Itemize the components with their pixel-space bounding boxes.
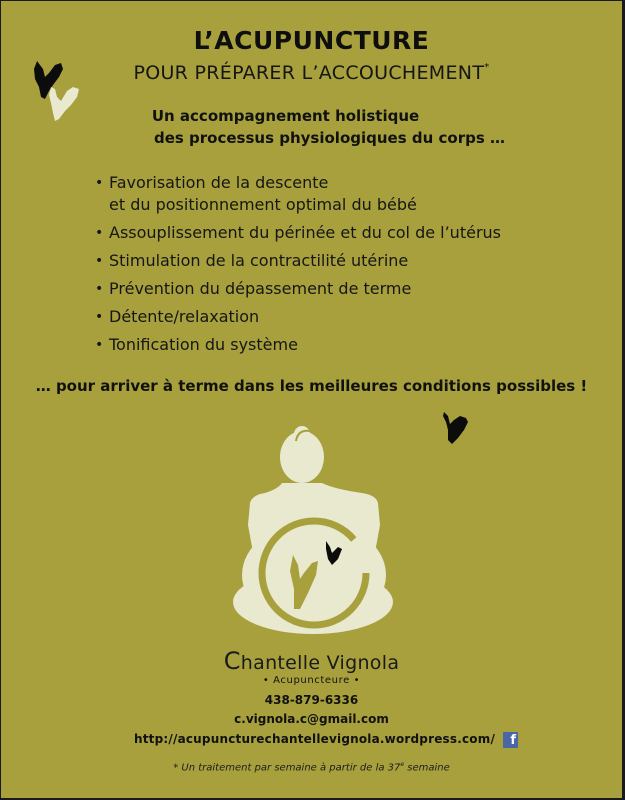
benefit-text: Favorisation de la descente bbox=[109, 173, 329, 192]
list-item bbox=[95, 306, 501, 328]
list-item bbox=[95, 278, 501, 300]
page-title: L’ACUPUNCTURE bbox=[193, 26, 430, 55]
footnote-text-end: semaine bbox=[404, 762, 450, 774]
footnote bbox=[1, 761, 622, 773]
benefit-text: Tonification du système bbox=[109, 335, 298, 354]
subtitle-text: POUR PRÉPARER L’ACCOUCHEMENT bbox=[133, 62, 485, 84]
list-item bbox=[95, 222, 501, 244]
list-item bbox=[95, 250, 501, 272]
benefit-text-continued: et du positionnement optimal du bébé bbox=[109, 195, 417, 214]
intro-line-2: des processus physiologiques du corps … bbox=[153, 129, 505, 147]
phone-number: 438-879-6336 bbox=[264, 693, 359, 707]
footnote-marker: * bbox=[484, 61, 490, 73]
list-item bbox=[95, 334, 501, 356]
name-initial: C bbox=[223, 647, 241, 675]
conclusion-text: … pour arriver à terme dans les meilleures conditions possibles ! bbox=[35, 377, 588, 395]
benefit-text: Détente/relaxation bbox=[109, 307, 260, 326]
list-item bbox=[95, 172, 501, 216]
pregnant-meditation-figure-icon bbox=[220, 425, 410, 640]
benefit-text: Prévention du dépassement de terme bbox=[109, 279, 412, 298]
email-link[interactable]: c.vignola.c@gmail.com bbox=[234, 712, 389, 726]
facebook-icon[interactable]: f bbox=[503, 732, 518, 748]
page-subtitle bbox=[1, 62, 622, 84]
intro-text bbox=[1, 105, 622, 149]
flyer-page bbox=[1, 1, 622, 798]
benefit-text: Assouplissement du périnée et du col de l’utérus bbox=[109, 223, 501, 242]
benefits-list bbox=[95, 172, 501, 362]
benefit-text: Stimulation de la contractilité utérine bbox=[109, 251, 409, 270]
name-rest: hantelle Vignola bbox=[240, 652, 400, 674]
intro-line-1: Un accompagnement holistique bbox=[151, 107, 420, 125]
practitioner-role: • Acupuncteure • bbox=[262, 675, 361, 686]
practitioner-name bbox=[1, 647, 622, 675]
website-link[interactable]: http://acupuncturechantellevignola.wordpress.com/ bbox=[134, 732, 496, 746]
footnote-text: * Un traitement par semaine à partir de la 37 bbox=[173, 762, 401, 774]
footnote-superscript: e bbox=[400, 761, 405, 768]
hand-heart-icon bbox=[442, 410, 472, 446]
